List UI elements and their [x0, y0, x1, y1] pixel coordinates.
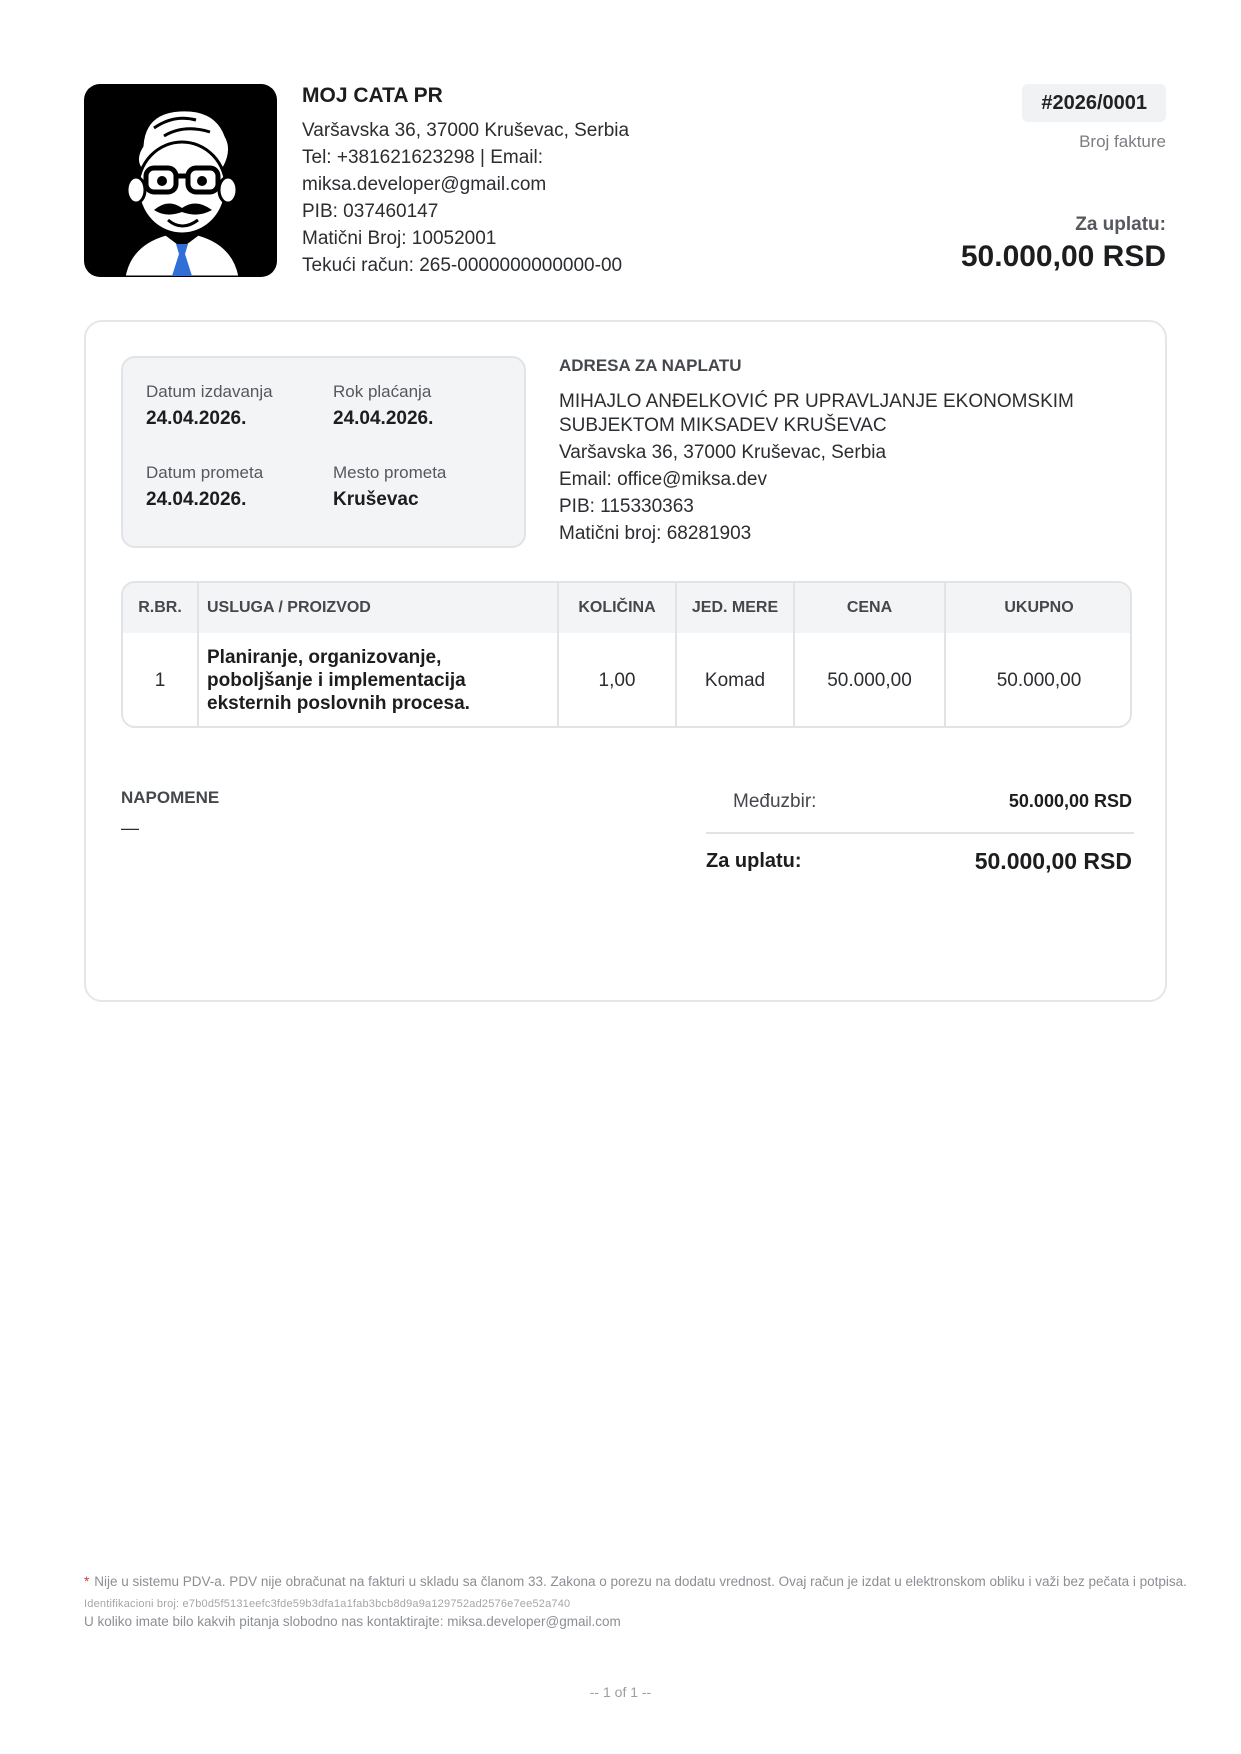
turnover-date — [146, 463, 263, 511]
totals-divider — [706, 832, 1134, 834]
payment-due-label: Rok plaćanja — [333, 382, 432, 401]
dates-panel — [121, 356, 526, 548]
payment-due-value: 24.04.2026. — [333, 408, 434, 429]
company-email: miksa.developer@gmail.com — [302, 174, 547, 195]
col-header-rbr: R.BR. — [138, 599, 182, 616]
table-cell-qty: 1,00 — [598, 669, 636, 691]
billing-name-line1: MIHAJLO ANĐELKOVIĆ PR UPRAVLJANJE EKONOMSKIM — [559, 391, 1074, 412]
item-description-line1: Planiranje, organizovanje, — [207, 647, 442, 668]
amount-due-value: 50.000,00 RSD — [960, 240, 1166, 273]
subtotal-label: Međuzbir: — [733, 791, 817, 812]
payment-due-date — [333, 382, 433, 430]
invoice-number-label: Broj fakture — [1079, 132, 1166, 151]
invoice-card — [84, 320, 1167, 1002]
page-number: -- 1 of 1 -- — [589, 1684, 652, 1700]
billing-maticni: Matični broj: 68281903 — [559, 523, 752, 544]
company-address: Varšavska 36, 37000 Kruševac, Serbia — [302, 120, 630, 141]
item-description-line3: eksternih poslovnih procesa. — [207, 693, 470, 714]
table-cell-total: 50.000,00 — [996, 669, 1082, 691]
issue-date-value: 24.04.2026. — [146, 408, 247, 429]
subtotal-value: 50.000,00 RSD — [1008, 791, 1132, 811]
asterisk-mark: * — [84, 1574, 90, 1589]
turnover-place — [333, 463, 446, 511]
notes-value: — — [121, 818, 139, 838]
table-cell-rbr: 1 — [154, 669, 166, 691]
company-tel-email: Tel: +381621623298 | Email: — [302, 147, 544, 168]
total-label: Za uplatu: — [706, 850, 802, 872]
billing-email: Email: office@miksa.dev — [559, 469, 767, 490]
billing-pib: PIB: 115330363 — [559, 496, 694, 517]
items-table — [121, 581, 1132, 728]
turnover-place-label: Mesto prometa — [333, 463, 447, 482]
company-bank-account: Tekući račun: 265-0000000000000-00 — [302, 255, 623, 276]
table-cell-description — [207, 633, 552, 728]
invoice-identifier: Identifikacioni broj: e7b0d5f5131eefc3fde59b3dfa1a1fab3bcb8d9a9a129752ad2576e7ee52a740 — [84, 1598, 571, 1610]
billing-street: Varšavska 36, 37000 Kruševac, Serbia — [559, 442, 887, 463]
billing-address — [559, 356, 1119, 546]
company-name: MOJ CATA PR — [302, 84, 443, 107]
total-value: 50.000,00 RSD — [974, 848, 1132, 874]
contact-note: U koliko imate bilo kakvih pitanja slobodno nas kontaktirajte: miksa.developer@gmail.com — [84, 1614, 621, 1629]
turnover-date-label: Datum prometa — [146, 463, 264, 482]
col-header-total: UKUPNO — [1004, 599, 1074, 616]
mascot-icon — [84, 84, 277, 277]
table-cell-unit: Komad — [704, 669, 766, 691]
company-logo — [84, 84, 277, 277]
turnover-date-value: 24.04.2026. — [146, 489, 247, 510]
vat-disclaimer — [84, 1574, 1187, 1589]
item-description — [207, 646, 470, 715]
turnover-place-value: Kruševac — [333, 489, 419, 510]
notes-section — [121, 788, 219, 839]
col-header-service: USLUGA / PROIZVOD — [207, 599, 371, 616]
col-header-unit: JED. MERE — [691, 599, 779, 616]
billing-title: ADRESA ZA NAPLATU — [559, 356, 742, 375]
invoice-number-badge: #2026/0001 — [1022, 84, 1166, 122]
col-header-qty: KOLIČINA — [578, 599, 656, 616]
issue-date — [146, 382, 273, 430]
company-info — [302, 84, 722, 279]
notes-title: NAPOMENE — [121, 788, 220, 807]
amount-due-label: Za uplatu: — [1075, 214, 1166, 235]
vat-disclaimer-text: Nije u sistemu PDV-a. PDV nije obračunat na fakturi u skladu sa članom 33. Zakona o porezu na dodatu vrednost. Ovaj račun je izdat u elektronskom obliku i važi bez pečata i potpisa. — [94, 1574, 1187, 1589]
table-cell-price: 50.000,00 — [827, 669, 912, 691]
col-header-price: CENA — [846, 599, 893, 616]
issue-date-label: Datum izdavanja — [146, 382, 273, 401]
company-pib: PIB: 037460147 — [302, 201, 439, 222]
billing-name-line2: SUBJEKTOM MIKSADEV KRUŠEVAC — [559, 415, 887, 436]
company-maticni: Matični Broj: 10052001 — [302, 228, 497, 249]
item-description-line2: poboljšanje i implementacija — [207, 670, 466, 691]
